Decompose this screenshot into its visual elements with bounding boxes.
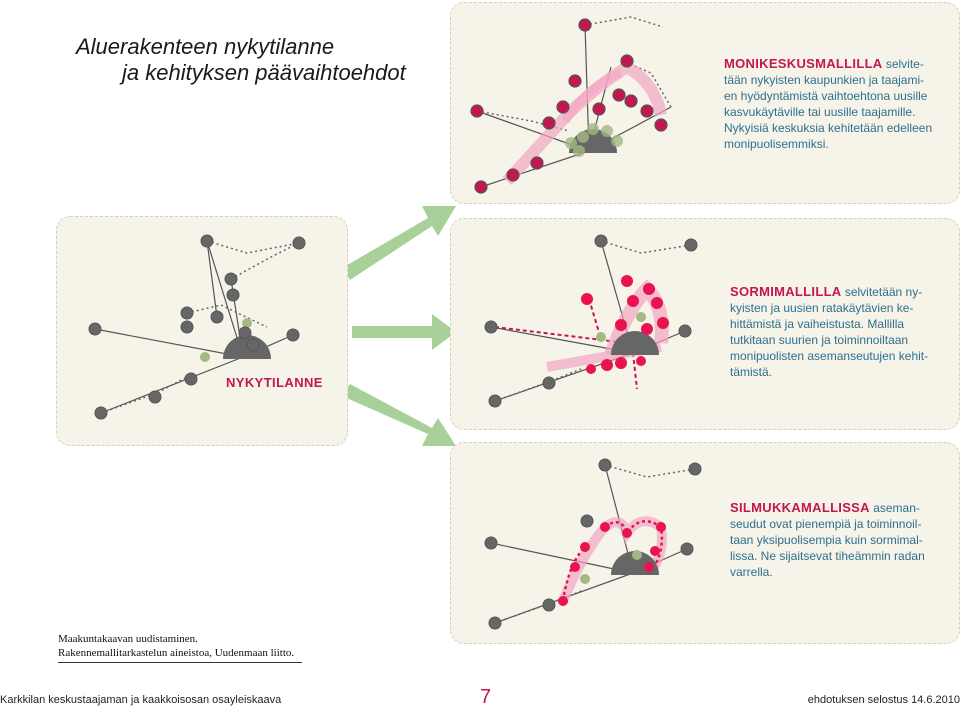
footer-document-title: Karkkilan keskustaajaman ja kaakkoisosan osayleiskaava [0, 694, 282, 706]
sormi-line-3: hittämistä ja vaiheistusta. Mallilla [730, 317, 905, 331]
monikeskus-line-3: en hyödyntämistä vaihtoehtona uusille [724, 89, 928, 103]
source-note [58, 632, 302, 663]
monikeskus-network-diagram [451, 3, 711, 203]
source-line-1: Maakuntakaavan uudistaminen. [58, 633, 198, 645]
silmukka-line-4: lissa. Ne sijaitsevat tiheämmin radan [730, 549, 925, 563]
title-line-1: Aluerakenteen nykytilanne [76, 34, 335, 59]
desc-monikeskus [724, 56, 950, 152]
nykytilanne-network-diagram [57, 217, 347, 445]
footer-date: ehdotuksen selostus 14.6.2010 [807, 694, 960, 706]
sormi-heading: SORMIMALLILLA [730, 284, 842, 299]
page-number: 7 [480, 686, 492, 708]
sormi-line-4: tutkitaan suurien ja toiminnoiltaan [730, 333, 909, 347]
desc-silmukkamalli [730, 500, 952, 580]
monikeskus-line-5: Nykyisiä keskuksia kehitetään edelleen [724, 121, 933, 135]
source-line-2: Rakennemallitarkastelun aineistoa, Uudenmaan liitto. [58, 647, 295, 659]
monikeskus-line-6: monipuolisemmiksi. [724, 137, 829, 151]
monikeskus-line-1: selvite- [885, 57, 924, 71]
silmukka-line-2: seudut ovat pienempiä ja toiminnoil- [730, 517, 922, 531]
desc-sormimalli [730, 284, 952, 380]
sormi-line-2: kyisten ja uusien ratakäytävien ke- [730, 301, 914, 315]
monikeskus-heading: MONIKESKUSMALLILLA [724, 56, 883, 71]
monikeskus-line-4: kasvukäytäville tai uusille taajamille. [724, 105, 916, 119]
silmukka-line-1: aseman- [873, 501, 920, 515]
silmukka-heading: SILMUKKAMALLISSA [730, 500, 870, 515]
sormi-line-5: monipuolisten asemanseutujen kehit- [730, 349, 929, 363]
nykytilanne-label: NYKYTILANNE [226, 375, 323, 390]
arrow-right [352, 314, 456, 350]
sormi-line-1: selvitetään ny- [844, 285, 923, 299]
arrow-up [342, 206, 456, 280]
silmukkamalli-network-diagram [451, 443, 711, 643]
sormimalli-network-diagram [451, 219, 711, 429]
monikeskus-line-2: tään nykyisten kaupunkien ja taajami- [724, 73, 925, 87]
silmukka-line-3: taan yksipuolisempia kuin sormimal- [730, 533, 923, 547]
arrow-down [342, 384, 456, 446]
silmukka-line-5: varrella. [730, 565, 773, 579]
title-line-2: ja kehityksen päävaihtoehdot [122, 60, 406, 85]
sormi-line-6: tämistä. [730, 365, 773, 379]
panel-nykytilanne [56, 216, 348, 446]
